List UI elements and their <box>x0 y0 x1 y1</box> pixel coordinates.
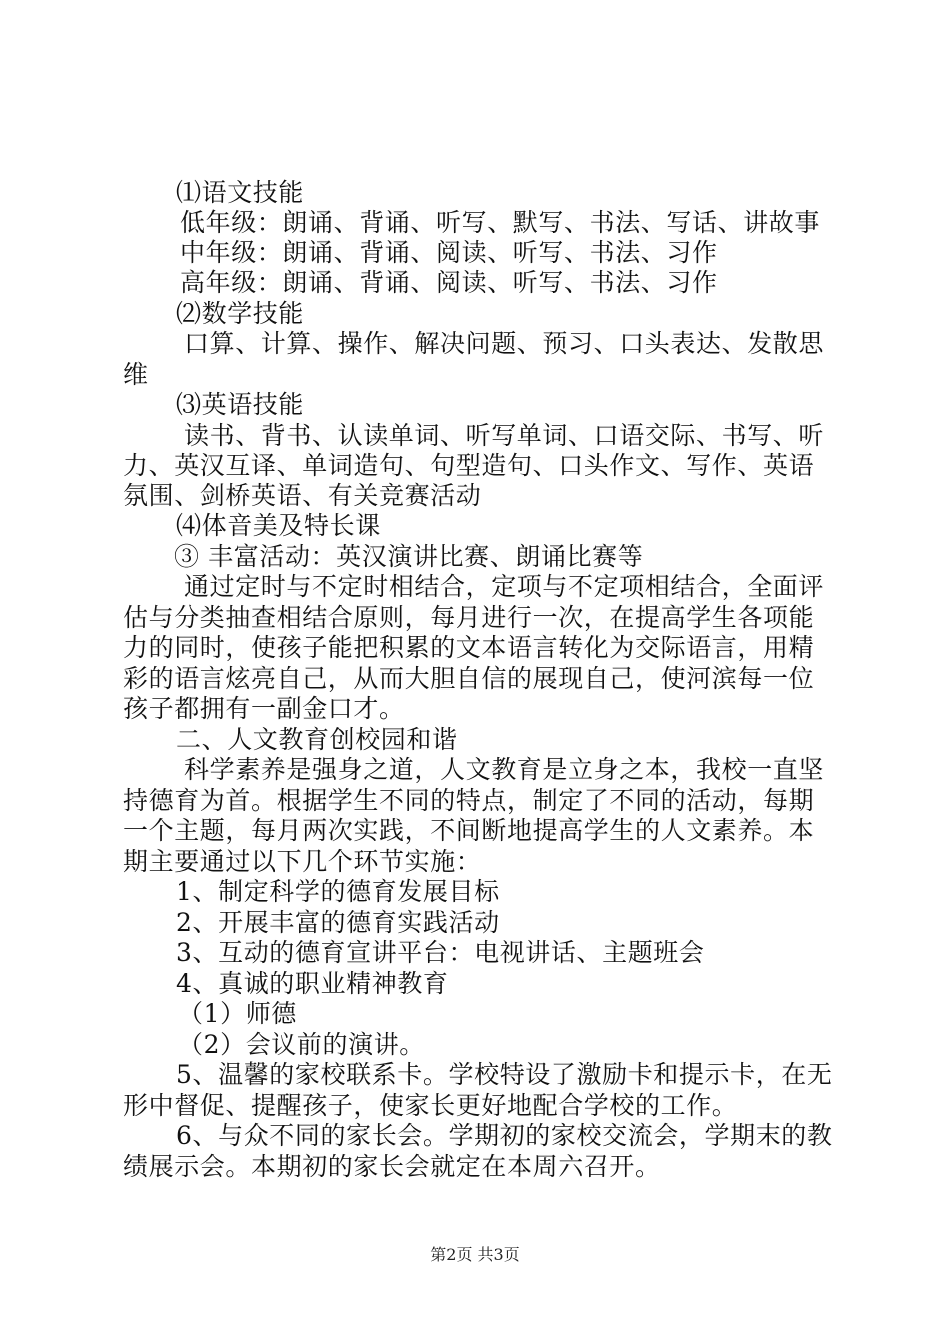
text-line: 彩的语言炫亮自己，从而大胆自信的展现自己，使河滨每一位 <box>123 664 815 693</box>
page-footer: 第2页 共3页 <box>430 1245 520 1264</box>
text-line: 一个主题，每月两次实践，不间断地提高学生的人文素养。本 <box>123 816 815 845</box>
sub-list-item: （1）师德 <box>178 999 297 1028</box>
heading-chinese-skills: ⑴语文技能 <box>176 178 305 207</box>
text-line: ③ 丰富活动：英汉演讲比赛、朗诵比赛等 <box>174 542 644 571</box>
list-item: 6、与众不同的家长会。学期初的家校交流会，学期末的教 <box>176 1121 833 1150</box>
text-line: 孩子都拥有一副金口才。 <box>123 694 405 723</box>
heading-english-skills: ⑶英语技能 <box>176 390 305 419</box>
text-line: 估与分类抽查相结合原则，每月进行一次，在提高学生各项能 <box>123 603 815 632</box>
text-line: 读书、背书、认读单词、听写单词、口语交际、书写、听 <box>184 421 825 450</box>
text-line: 力、英汉互译、单词造句、句型造句、口头作文、写作、英语 <box>123 451 815 480</box>
text-line: 科学素养是强身之道，人文教育是立身之本，我校一直坚 <box>184 755 825 784</box>
list-item: 2、开展丰富的德育实践活动 <box>176 908 500 937</box>
text-line: 高年级：朗诵、背诵、阅读、听写、书法、习作 <box>180 268 718 297</box>
text-line: 力的同时，使孩子能把积累的文本语言转化为交际语言，用精 <box>123 633 815 662</box>
text-line: 口算、计算、操作、解决问题、预习、口头表达、发散思 <box>184 329 825 358</box>
text-line: 期主要通过以下几个环节实施： <box>123 847 482 876</box>
text-line: 中年级：朗诵、背诵、阅读、听写、书法、习作 <box>180 238 718 267</box>
heading-math-skills: ⑵数学技能 <box>176 299 305 328</box>
list-item: 3、互动的德育宣讲平台：电视讲话、主题班会 <box>176 938 705 967</box>
sub-list-item: （2）会议前的演讲。 <box>178 1030 425 1059</box>
text-line: 维 <box>123 360 149 389</box>
text-line: 通过定时与不定时相结合，定项与不定项相结合，全面评 <box>184 572 825 601</box>
text-line: 氛围、剑桥英语、有关竞赛活动 <box>123 481 482 510</box>
section-heading: 二、人文教育创校园和谐 <box>176 725 458 754</box>
text-line: 持德育为首。根据学生不同的特点，制定了不同的活动，每期 <box>123 786 815 815</box>
list-item: 4、真诚的职业精神教育 <box>176 969 449 998</box>
text-line: 低年级：朗诵、背诵、听写、默写、书法、写话、讲故事 <box>180 208 821 237</box>
text-line: 形中督促、提醒孩子，使家长更好地配合学校的工作。 <box>123 1091 738 1120</box>
text-line: 绩展示会。本期初的家长会就定在本周六召开。 <box>123 1152 661 1181</box>
list-item: 1、制定科学的德育发展目标 <box>176 877 500 906</box>
list-item: 5、温馨的家校联系卡。学校特设了激励卡和提示卡，在无 <box>176 1060 833 1089</box>
heading-arts-courses: ⑷体音美及特长课 <box>176 511 381 540</box>
